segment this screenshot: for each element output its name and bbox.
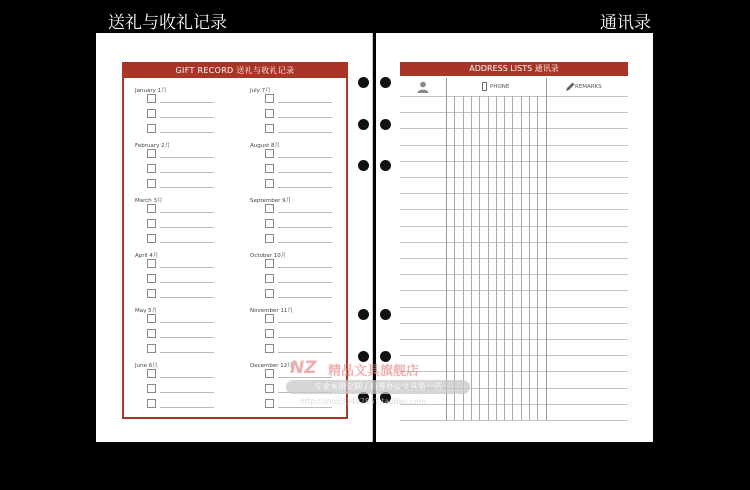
gift-checkbox[interactable] (147, 369, 156, 378)
month-label: March 3月 (135, 198, 163, 204)
month-label: July 7月 (250, 88, 271, 94)
gift-entry-line[interactable] (278, 172, 332, 173)
gift-entry-line[interactable] (278, 157, 332, 158)
binder-hole (380, 160, 391, 171)
gift-checkbox[interactable] (147, 124, 156, 133)
watermark-shop-name: 精品文具旗舰店 (328, 364, 420, 379)
phone-digit-line (479, 96, 480, 420)
month-label: June 6月 (135, 363, 158, 369)
gift-entry-line[interactable] (278, 212, 332, 213)
gift-entry-line[interactable] (160, 227, 214, 228)
address-row-line (400, 112, 628, 113)
address-row-line (400, 242, 628, 243)
phone-digit-line (488, 96, 489, 420)
phone-digit-line (512, 96, 513, 420)
gift-checkbox[interactable] (147, 149, 156, 158)
month-label: May 5月 (135, 308, 158, 314)
gift-checkbox[interactable] (265, 314, 274, 323)
address-row-line (400, 290, 628, 291)
phone-digit-line (471, 96, 472, 420)
month-label: November 11月 (250, 308, 293, 314)
gift-entry-line[interactable] (160, 282, 214, 283)
gift-entry-line[interactable] (278, 322, 332, 323)
address-row-line (400, 209, 628, 210)
gift-entry-line[interactable] (278, 282, 332, 283)
gift-entry-line[interactable] (278, 117, 332, 118)
left-page-title: 送礼与收礼记录 (108, 13, 227, 33)
address-row-line (400, 96, 628, 97)
gift-entry-line[interactable] (160, 157, 214, 158)
gift-entry-line[interactable] (160, 242, 214, 243)
gift-entry-line[interactable] (160, 132, 214, 133)
month-label: December 12月 (250, 363, 293, 369)
address-row-line (400, 193, 628, 194)
gift-checkbox[interactable] (147, 314, 156, 323)
month-label: September 9月 (250, 198, 292, 204)
gift-checkbox[interactable] (147, 344, 156, 353)
pen-icon (565, 82, 575, 92)
gift-entry-line[interactable] (160, 117, 214, 118)
binder-hole (380, 77, 391, 88)
gift-checkbox[interactable] (265, 149, 274, 158)
gift-entry-line[interactable] (278, 187, 332, 188)
gift-entry-line[interactable] (278, 102, 332, 103)
gift-entry-line[interactable] (278, 267, 332, 268)
gift-checkbox[interactable] (265, 329, 274, 338)
gift-checkbox[interactable] (147, 259, 156, 268)
gift-checkbox[interactable] (147, 219, 156, 228)
month-label: January 1月 (135, 88, 167, 94)
gift-entry-line[interactable] (278, 337, 332, 338)
gift-checkbox[interactable] (265, 369, 274, 378)
gift-entry-line[interactable] (160, 337, 214, 338)
month-label: October 10月 (250, 253, 287, 259)
gift-entry-line[interactable] (160, 322, 214, 323)
phone-icon (482, 82, 487, 91)
gift-checkbox[interactable] (265, 289, 274, 298)
binder-hole (358, 77, 369, 88)
binder-hole (358, 119, 369, 130)
gift-checkbox[interactable] (147, 399, 156, 408)
address-list-title: ADDRESS LISTS 通讯录 (400, 62, 628, 76)
watermark-logo: NZ (290, 358, 317, 378)
gift-checkbox[interactable] (265, 179, 274, 188)
watermark (290, 358, 466, 410)
person-icon (417, 81, 429, 93)
address-row-line (400, 177, 628, 178)
gift-checkbox[interactable] (265, 234, 274, 243)
gift-checkbox[interactable] (147, 234, 156, 243)
address-row-line (400, 323, 628, 324)
right-page-title: 通讯录 (600, 13, 651, 33)
binder-hole (358, 160, 369, 171)
address-row-line (400, 274, 628, 275)
gift-checkbox[interactable] (147, 329, 156, 338)
month-label: August 8月 (250, 143, 280, 149)
address-row-line (400, 420, 628, 421)
phone-digit-line (521, 96, 522, 420)
gift-checkbox[interactable] (265, 259, 274, 268)
gift-entry-line[interactable] (160, 407, 214, 408)
gift-checkbox[interactable] (147, 179, 156, 188)
gift-entry-line[interactable] (160, 172, 214, 173)
gift-entry-line[interactable] (160, 392, 214, 393)
gift-checkbox[interactable] (147, 94, 156, 103)
address-row-line (400, 145, 628, 146)
month-label: April 4月 (135, 253, 159, 259)
gift-entry-line[interactable] (160, 187, 214, 188)
gift-checkbox[interactable] (147, 289, 156, 298)
address-row-line (400, 258, 628, 259)
column-separator (546, 78, 547, 420)
gift-checkbox[interactable] (265, 94, 274, 103)
gift-entry-line[interactable] (278, 227, 332, 228)
gift-record-title: GIFT RECORD 送礼与收礼记录 (124, 64, 346, 78)
gift-entry-line[interactable] (278, 297, 332, 298)
month-label: February 2月 (135, 143, 171, 149)
address-row-line (400, 339, 628, 340)
address-row-line (400, 355, 628, 356)
gift-checkbox[interactable] (147, 204, 156, 213)
gift-entry-line[interactable] (160, 212, 214, 213)
phone-column-label: PHONE (490, 84, 510, 90)
phone-digit-line (504, 96, 505, 420)
gift-entry-line[interactable] (278, 132, 332, 133)
phone-digit-line (496, 96, 497, 420)
gift-entry-line[interactable] (160, 377, 214, 378)
gift-checkbox[interactable] (265, 384, 274, 393)
watermark-url: http://shop33492867.taobao.com (300, 397, 426, 406)
gift-entry-line[interactable] (278, 352, 332, 353)
gift-checkbox[interactable] (265, 219, 274, 228)
gift-checkbox[interactable] (265, 399, 274, 408)
gift-entry-line[interactable] (278, 242, 332, 243)
gift-entry-line[interactable] (160, 297, 214, 298)
address-row-line (400, 128, 628, 129)
gift-entry-line[interactable] (160, 102, 214, 103)
watermark-slogan: 专业本册定制 / 商务办公文具第一店 (286, 380, 470, 394)
gift-checkbox[interactable] (265, 204, 274, 213)
gift-checkbox[interactable] (147, 164, 156, 173)
remarks-column-label: REMARKS (575, 84, 602, 90)
binder-hole (380, 309, 391, 320)
gift-checkbox[interactable] (265, 109, 274, 118)
gift-checkbox[interactable] (147, 384, 156, 393)
gift-checkbox[interactable] (147, 109, 156, 118)
gift-checkbox[interactable] (265, 124, 274, 133)
gift-entry-line[interactable] (160, 267, 214, 268)
address-row-line (400, 161, 628, 162)
phone-digit-line (529, 96, 530, 420)
gift-checkbox[interactable] (147, 274, 156, 283)
binder-hole (380, 119, 391, 130)
binder-hole (358, 309, 369, 320)
address-row-line (400, 226, 628, 227)
gift-checkbox[interactable] (265, 344, 274, 353)
phone-digit-line (537, 96, 538, 420)
gift-checkbox[interactable] (265, 274, 274, 283)
address-row-line (400, 307, 628, 308)
gift-checkbox[interactable] (265, 164, 274, 173)
gift-entry-line[interactable] (160, 352, 214, 353)
